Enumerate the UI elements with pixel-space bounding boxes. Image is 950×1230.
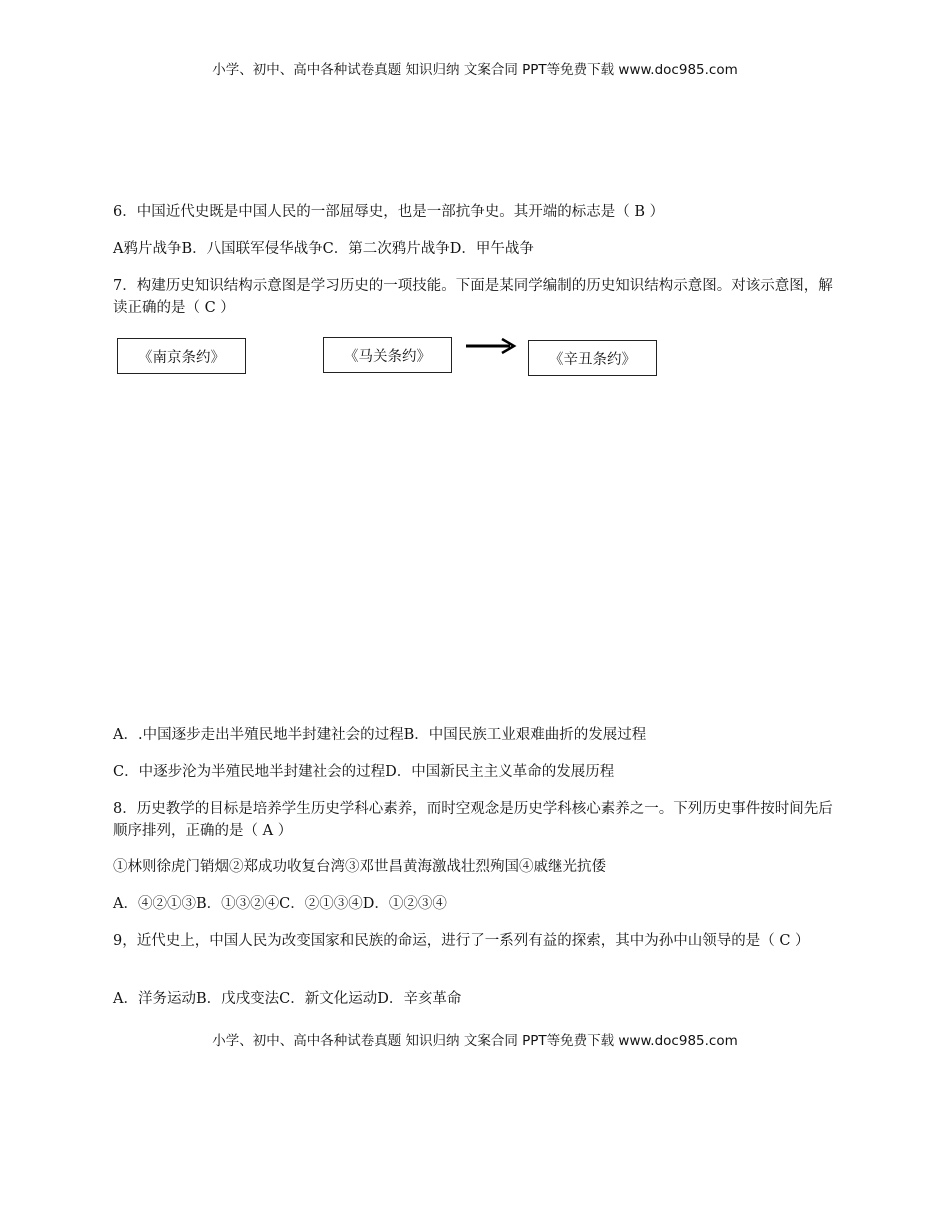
question-7-stem: 7．构建历史知识结构示意图是学习历史的一项技能。下面是某同学编制的历史知识结构示意图。对该示意图，解读正确的是（ C ） [113, 278, 833, 316]
page-header: 小学、初中、高中各种试卷真题 知识归纳 文案合同 PPT等免费下载 www.doc985.com [212, 62, 738, 78]
question-7-options-ab: A．.中国逐步走出半殖民地半封建社会的过程B．中国民族工业艰难曲折的发展过程 [113, 727, 647, 743]
right-arrow-icon [464, 336, 518, 356]
question-8-events: ①林则徐虎门销烟②郑成功收复台湾③邓世昌黄海激战壮烈殉国④戚继光抗倭 [113, 859, 606, 875]
question-8-options: A．④②①③B．①③②④C．②①③④D．①②③④ [113, 896, 447, 912]
question-6-stem: 6．中国近代史既是中国人民的一部屈辱史，也是一部抗争史。其开端的标志是（ B ） [113, 204, 665, 220]
question-8-stem: 8．历史教学的目标是培养学生历史学科心素养，而时空观念是历史学科核心素养之一。下列历史事件按时间先后顺序排列，正确的是（ A ） [113, 801, 833, 839]
question-9-options: A．洋务运动B．戊戌变法C．新文化运动D．辛亥革命 [113, 991, 462, 1007]
page-footer: 小学、初中、高中各种试卷真题 知识归纳 文案合同 PPT等免费下载 www.doc985.com [212, 1033, 738, 1049]
diagram-box-xinchou-treaty: 《辛丑条约》 [528, 340, 657, 376]
question-9-stem: 9，近代史上，中国人民为改变国家和民族的命运，进行了一系列有益的探索，其中为孙中山领导的是（ C ） [113, 933, 810, 949]
question-6-options: A鸦片战争B．八国联军侵华战争C．第二次鸦片战争D．甲午战争 [113, 241, 534, 257]
diagram-box-maguan-treaty: 《马关条约》 [323, 337, 452, 373]
question-7-options-cd: C．中逐步沦为半殖民地半封建社会的过程D．中国新民主主义革命的发展历程 [113, 764, 615, 780]
diagram-box-nanjing-treaty: 《南京条约》 [117, 338, 246, 374]
